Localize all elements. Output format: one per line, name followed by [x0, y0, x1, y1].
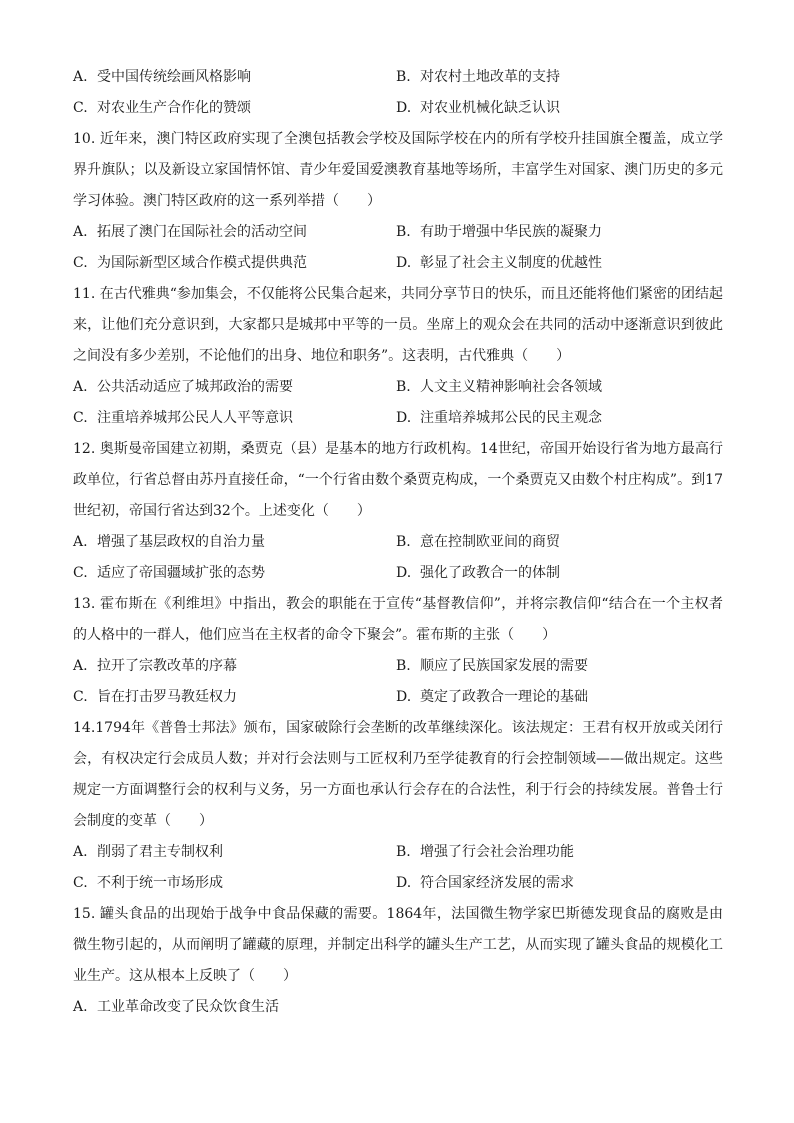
question-text: 霍布斯在《利维坦》中指出，教会的职能在于宣传“基督教信仰”，并将宗教信仰“结合在一个主权者的人格中的一群人，他们应当在主权者的命令下聚会”。霍布斯的主张（ ）: [73, 596, 723, 643]
option-letter: B.: [396, 224, 411, 240]
option-a[interactable]: [73, 372, 396, 403]
option-text: 受中国传统绘画风格影响: [97, 69, 251, 85]
option-c[interactable]: [73, 403, 396, 434]
option-c[interactable]: [73, 248, 396, 279]
option-letter: C.: [73, 689, 88, 705]
option-a[interactable]: [73, 62, 396, 93]
question-15: [73, 899, 723, 1023]
option-b[interactable]: [396, 62, 723, 93]
option-text: 削弱了君主专制权利: [97, 844, 223, 860]
question-text: 奥斯曼帝国建立初期，桑贾克（县）是基本的地方行政机构。14世纪，帝国开始设行省为地方最高行政单位，行省总督由苏丹直接任命，“一个行省由数个桑贾克构成，一个桑贾克又由数个村庄构成”。到17世纪初，帝国行省达到32个。上述变化（ ）: [73, 441, 723, 519]
option-a[interactable]: [73, 992, 396, 1023]
option-d[interactable]: [396, 682, 723, 713]
option-text: 有助于增强中华民族的凝聚力: [420, 224, 602, 240]
question-number: 14.: [73, 720, 96, 736]
option-text: 旨在打击罗马教廷权力: [97, 689, 237, 705]
question-number: 10.: [73, 131, 96, 147]
option-text: 注重培养城邦公民人人平等意识: [97, 410, 293, 426]
option-letter: C.: [73, 100, 88, 116]
question-text: 罐头食品的出现始于战争中食品保藏的需要。1864年，法国微生物学家巴斯德发现食品的腐败是由微生物引起的，从而阐明了罐藏的原理，并制定出科学的罐头生产工艺，从而实现了罐头食品的规模化工业生产。这从根本上反映了（ ）: [73, 906, 723, 984]
option-text: 对农业生产合作化的赞颂: [97, 100, 251, 116]
option-letter: D.: [396, 100, 412, 116]
options-grid: [73, 837, 723, 899]
option-b[interactable]: [396, 651, 723, 682]
question-stem: [73, 434, 723, 527]
option-text: 意在控制欧亚间的商贸: [420, 534, 560, 550]
question-11: [73, 279, 723, 434]
option-letter: B.: [396, 69, 411, 85]
option-text: 注重培养城邦公民的民主观念: [420, 410, 602, 426]
option-text: 不利于统一市场形成: [97, 875, 223, 891]
question-number: 12.: [73, 441, 96, 457]
option-letter: A.: [73, 69, 88, 85]
options-grid: [73, 992, 723, 1023]
option-letter: C.: [73, 410, 88, 426]
option-letter: B.: [396, 844, 411, 860]
option-letter: D.: [396, 255, 412, 271]
question-number: 11.: [73, 286, 96, 302]
options-grid: [73, 217, 723, 279]
question-stem: [73, 899, 723, 992]
options-grid: [73, 527, 723, 589]
option-text: 公共活动适应了城邦政治的需要: [97, 379, 293, 395]
option-b[interactable]: [396, 217, 723, 248]
option-text: 对农业机械化缺乏认识: [420, 100, 560, 116]
option-text: 为国际新型区域合作模式提供典范: [97, 255, 307, 271]
question-text: 1794年《普鲁士邦法》颁布，国家破除行会垄断的改革继续深化。该法规定：王君有权开放或关闭行会，有权决定行会成员人数；并对行会法则与工匠权利乃至学徒教育的行会控制领域——做出规定。这些规定一方面调整行会的权利与义务，另一方面也承认行会存在的合法性，利于行会的持续发展。普鲁士行会制度的变革（ ）: [73, 720, 723, 829]
option-letter: B.: [396, 658, 411, 674]
option-letter: B.: [396, 379, 411, 395]
option-text: 适应了帝国疆域扩张的态势: [97, 565, 265, 581]
question-10: [73, 124, 723, 279]
question-text: 近年来，澳门特区政府实现了全澳包括教会学校及国际学校在内的所有学校升挂国旗全覆盖，成立学界升旗队；以及新设立家国情怀馆、青少年爱国爱澳教育基地等场所，丰富学生对国家、澳门历史的多元学习体验。澳门特区政府的这一系列举措（ ）: [73, 131, 724, 209]
option-text: 对农村土地改革的支持: [420, 69, 560, 85]
option-c[interactable]: [73, 682, 396, 713]
options-grid: [73, 62, 723, 124]
option-c[interactable]: [73, 868, 396, 899]
option-b[interactable]: [396, 527, 723, 558]
option-letter: B.: [396, 534, 411, 550]
option-letter: D.: [396, 689, 412, 705]
option-a[interactable]: [73, 217, 396, 248]
option-d[interactable]: [396, 403, 723, 434]
option-text: 增强了行会社会治理功能: [420, 844, 574, 860]
option-a[interactable]: [73, 837, 396, 868]
options-grid: [73, 372, 723, 434]
option-b[interactable]: [396, 372, 723, 403]
option-d[interactable]: [396, 558, 723, 589]
option-letter: A.: [73, 534, 88, 550]
question-stem: [73, 713, 723, 837]
option-text: 人文主义精神影响社会各领域: [420, 379, 602, 395]
question-13: [73, 589, 723, 713]
option-text: 工业革命改变了民众饮食生活: [97, 999, 279, 1015]
question-stem: [73, 124, 723, 217]
option-letter: C.: [73, 875, 88, 891]
option-d[interactable]: [396, 248, 723, 279]
option-text: 拓展了澳门在国际社会的活动空间: [97, 224, 307, 240]
question-12: [73, 434, 723, 589]
option-letter: C.: [73, 255, 88, 271]
option-d[interactable]: [396, 93, 723, 124]
option-letter: A.: [73, 999, 88, 1015]
option-letter: D.: [396, 565, 412, 581]
question-number: 15.: [73, 906, 96, 922]
question-text: 在古代雅典“参加集会，不仅能将公民集合起来，共同分享节日的快乐，而且还能将他们紧密的团结起来，让他们充分意识到，大家都只是城邦中平等的一员。坐席上的观众会在共同的活动中逐渐意识到彼此之间没有多少差别，不论他们的出身、地位和职务”。这表明，古代雅典（ ）: [73, 286, 723, 364]
question-list: [73, 62, 723, 1023]
option-c[interactable]: [73, 93, 396, 124]
option-d[interactable]: [396, 868, 723, 899]
option-letter: A.: [73, 658, 88, 674]
option-text: 奠定了政教合一理论的基础: [420, 689, 588, 705]
option-text: 增强了基层政权的自治力量: [97, 534, 265, 550]
option-text: 彰显了社会主义制度的优越性: [420, 255, 602, 271]
option-letter: A.: [73, 379, 88, 395]
option-letter: D.: [396, 410, 412, 426]
option-text: 符合国家经济发展的需求: [420, 875, 574, 891]
question-stem: [73, 279, 723, 372]
option-text: 强化了政教合一的体制: [420, 565, 560, 581]
question-9-options-block: [73, 62, 723, 124]
option-c[interactable]: [73, 558, 396, 589]
options-grid: [73, 651, 723, 713]
option-letter: D.: [396, 875, 412, 891]
option-a[interactable]: [73, 527, 396, 558]
question-stem: [73, 589, 723, 651]
option-letter: A.: [73, 224, 88, 240]
question-number: 13.: [73, 596, 96, 612]
question-14: [73, 713, 723, 899]
option-letter: C.: [73, 565, 88, 581]
option-text: 拉开了宗教改革的序幕: [97, 658, 237, 674]
option-a[interactable]: [73, 651, 396, 682]
option-text: 顺应了民族国家发展的需要: [420, 658, 588, 674]
option-letter: A.: [73, 844, 88, 860]
option-b[interactable]: [396, 837, 723, 868]
